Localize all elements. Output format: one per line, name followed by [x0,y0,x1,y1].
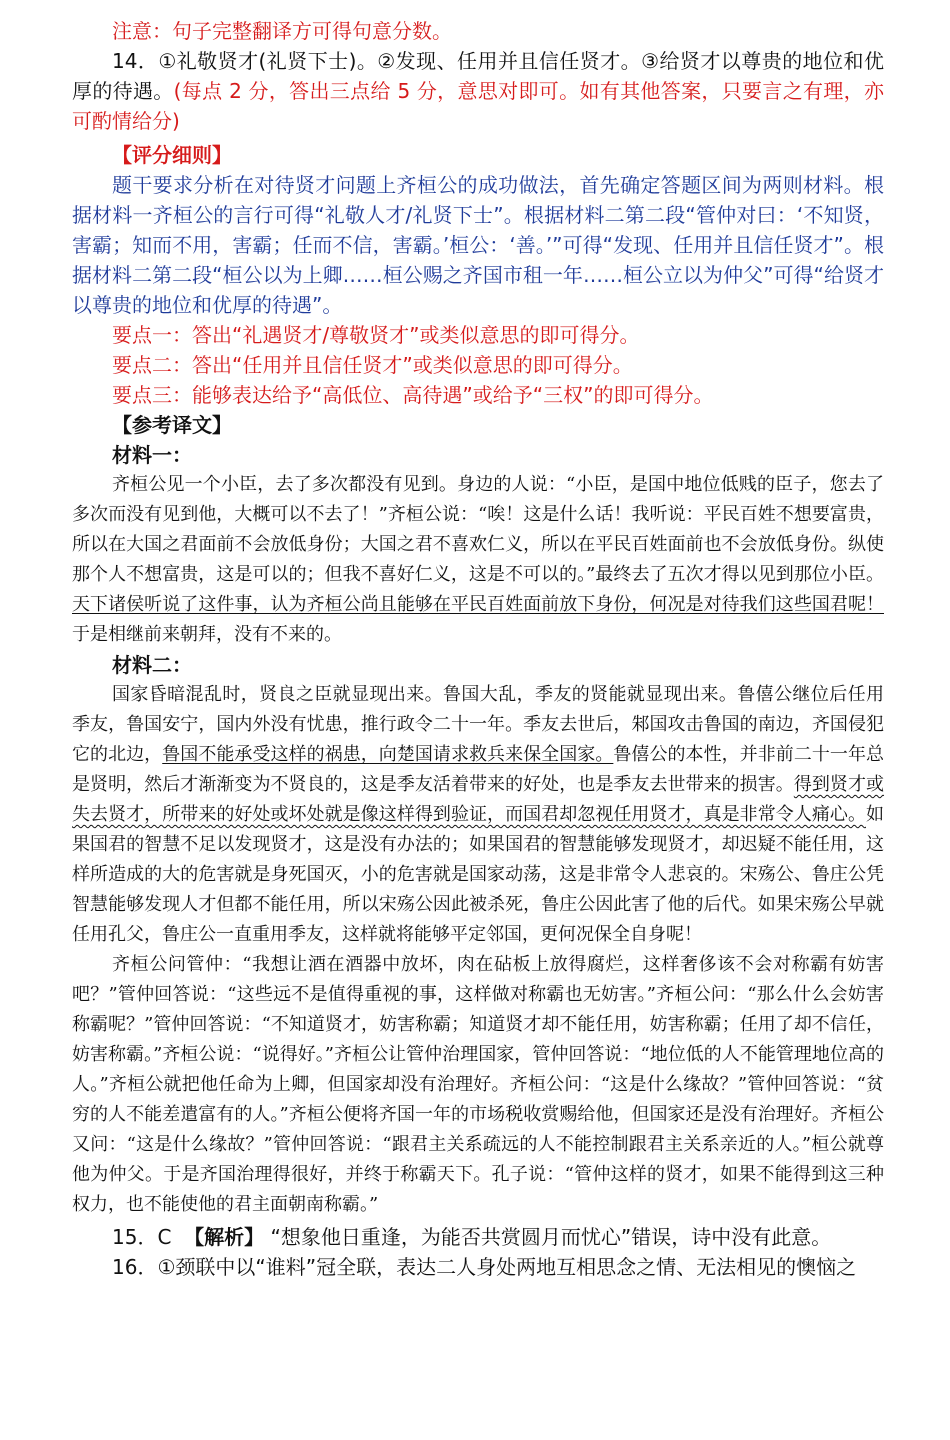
material-2-paragraph-1 [72,680,884,950]
scoring-point-1: 要点一：答出“礼遇贤才/尊敬贤才”或类似意思的即可得分。 [112,323,640,347]
q14-block [72,46,884,136]
reference-translation-heading: 【参考译文】 [112,413,232,437]
material-1-translation [72,470,884,650]
translation-note: 注意：句子完整翻译方可得句意分数。 [112,19,452,43]
m2-text-a: 国家昏暗混乱时，贤良之臣就显现出来。鲁国大乱，季友的贤能就显现出来。鲁僖公继位后任用季友，鲁国安宁，国内外没有忧患，推行政令二十一年。季友去世后，邾国攻击鲁国的南边，齐国侵犯它的北边， [72,684,884,765]
material-1-label: 材料一： [112,443,192,467]
q14-scoring: (每点 2 分，答出三点给 5 分，意思对即可。如有其他答案，只要言之有理，亦可酌情给分) [72,79,884,133]
m1-tail: 于是相继前来朝拜，没有不来的。 [72,624,342,645]
scoring-point-3: 要点三：能够表达给予“高低位、高待遇”或给予“三权”的即可得分。 [112,383,714,407]
scoring-rules-text: 题干要求分析在对待贤才问题上齐桓公的成功做法，首先确定答题区间为两则材料。根据材料一齐桓公的言行可得“礼敬人才/礼贤下士”。根据材料二第二段“管仲对曰：‘不知贤，害霸；知而不用，害霸；任而不信，害霸。’桓公：‘善。’”可得“发现、任用并且信任贤才”。根据材料二第二段“桓公以为上卿……桓公赐之齐国市租一年……桓公立以为仲父”可得“给贤才以尊贵的地位和优厚的待遇”。 [72,173,884,317]
scoring-point-2: 要点二：答出“任用并且信任贤才”或类似意思的即可得分。 [112,353,633,377]
q15-number: 15．C [112,1225,172,1249]
m2-wavy-underlined-text: 得到贤才或失去贤才，所带来的好处或坏处就是像这样得到验证，而国君却忽视任用贤才，真是非常令人痛心。 [72,774,885,825]
m2-text-b: 鲁僖公的本性，并非前二十一年总是贤明，然后才渐渐变为不贤良的，这是季友活着带来的好处，也是季友去世带来的损害。 [72,744,885,795]
answer-document [72,14,884,1282]
m2-underlined-text: 鲁国不能承受这样的祸患，向楚国请求救兵来保全国家。 [162,744,614,765]
q15-text: “想象他日重逢，为能否共赏圆月而忧心”错误，诗中没有此意。 [270,1225,832,1249]
q15-analysis-tag: 【解析】 [184,1225,265,1249]
m2-text-c: 如果国君的智慧不足以发现贤才，这是没有办法的；如果国君的智慧能够发现贤才，却迟疑不能任用，这样所造成的大的危害就是身死国灭，小的危害就是国家动荡，这是非常令人悲哀的。宋殇公、鲁庄公凭智慧能够发现人才但都不能任用，所以宋殇公因此被杀死，鲁庄公因此害了他的后代。如果宋殇公早就任用孔父，鲁庄公一直重用季友，这样就将能够平定邻国，更何况保全自身呢！ [72,804,884,945]
scoring-rules-heading: 【评分细则】 [112,143,232,167]
material-2-paragraph-2: 齐桓公问管仲：“我想让酒在酒器中放坏，肉在砧板上放得腐烂，这样奢侈该不会对称霸有妨害吧？”管仲回答说：“这些远不是值得重视的事，这样做对称霸也无妨害。”齐桓公问：“那么什么会妨害称霸呢？”管仲回答说：“不知道贤才，妨害称霸；知道贤才却不能任用，妨害称霸；任用了却不信任，妨害称霸。”齐桓公说：“说得好。”齐桓公让管仲治理国家，管仲回答说：“地位低的人不能管理地位高的人。”齐桓公就把他任命为上卿，但国家却没有治理好。齐桓公问：“这是什么缘故？”管仲回答说：“贫穷的人不能差遣富有的人。”齐桓公便将齐国一年的市场税收赏赐给他，但国家还是没有治理好。齐桓公又问：“这是什么缘故？”管仲回答说：“跟君主关系疏远的人不能控制跟君主关系亲近的人。”桓公就尊他为仲父。于是齐国治理得很好，并终于称霸天下。孔子说：“管仲这样的贤才，如果不能得到这三种权力，也不能使他的君主面朝南称霸。” [72,954,884,1215]
m1-underlined-text: 天下诸侯听说了这件事，认为齐桓公尚且能够在平民百姓面前放下身份，何况是对待我们这些国君呢！ [72,594,884,615]
q16-block: 16．①颈联中以“谁料”冠全联，表达二人身处两地互相思念之情、无法相见的懊恼之 [112,1255,857,1279]
material-2-label: 材料二： [112,653,192,677]
q15-block [72,1222,884,1252]
m1-text: 齐桓公见一个小臣，去了多次都没有见到。身边的人说：“小臣，是国中地位低贱的臣子，您去了多次而没有见到他，大概可以不去了！”齐桓公说：“唉！这是什么话！我听说：平民百姓不想要富贵，所以在大国之君面前不会放低身份；大国之君不喜欢仁义，所以在平民百姓面前也不会放低身份。纵使那个人不想富贵，这是可以的；但我不喜好仁义，这是不可以的。”最终去了五次才得以见到那位小臣。 [72,474,884,585]
q14-answer: 14．①礼敬贤才(礼贤下士)。②发现、任用并且信任贤才。③给贤才以尊贵的地位和优厚的待遇。 [72,49,884,103]
